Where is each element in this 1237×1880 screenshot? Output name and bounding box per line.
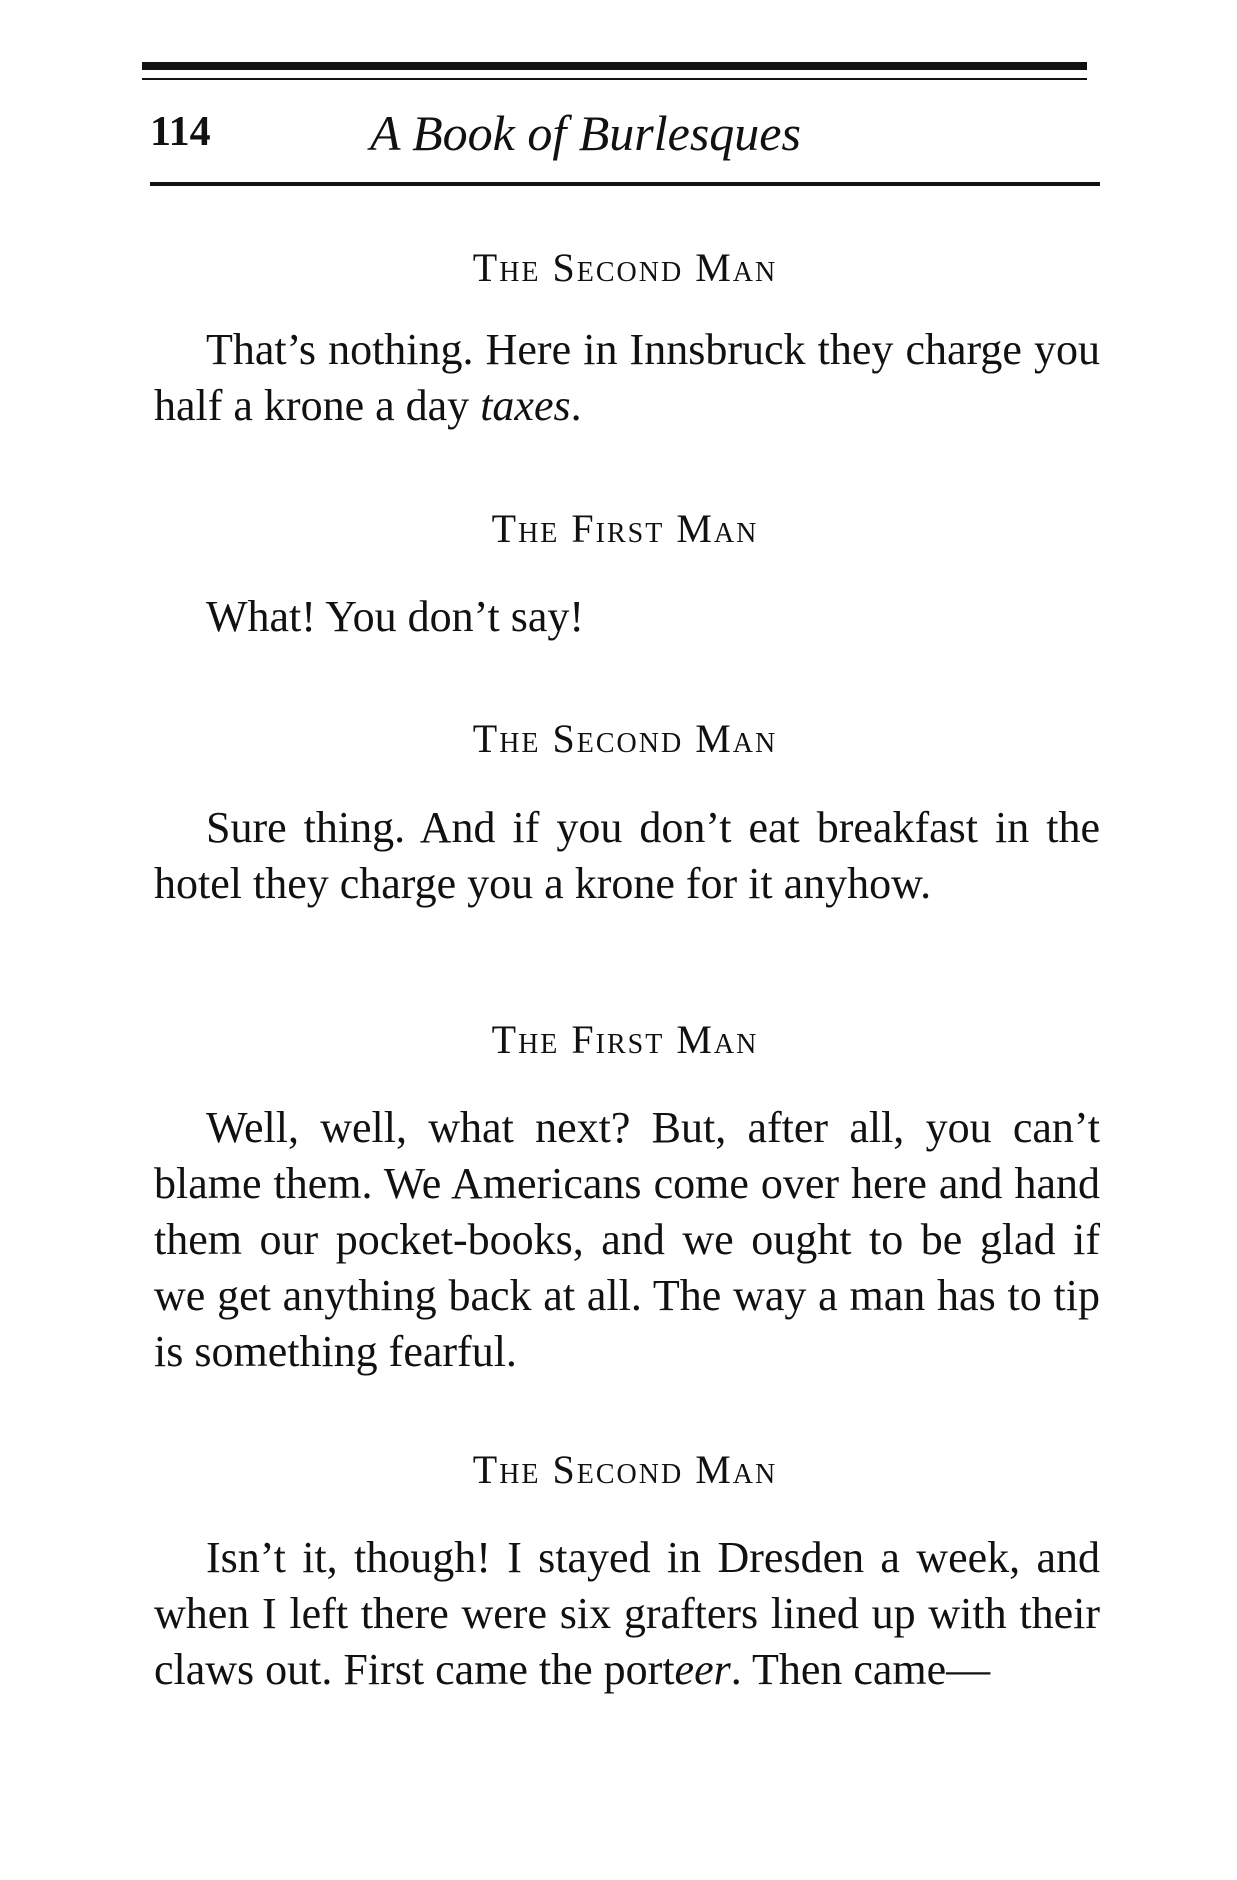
speech-paragraph — [154, 322, 1100, 434]
speaker-heading: The Second Man — [472, 716, 778, 761]
speaker-heading: The Second Man — [472, 1447, 778, 1492]
speech-paragraph — [154, 1100, 1100, 1380]
speech-text: Well, well, what next? But, after all, you can’t blame them. We Americans come over here and hand them our pocket-books, and we ought to be glad if we get anything back at all. The way a man has to tip is something fearful. — [154, 1103, 1100, 1376]
speech-italic-text: eer — [674, 1645, 731, 1694]
speech-paragraph — [154, 589, 1100, 645]
speaker-heading: The First Man — [491, 1017, 759, 1062]
speech-text: That’s nothing. Here in Innsbruck they charge you half a krone a day — [154, 325, 1100, 430]
speech-paragraph — [154, 800, 1100, 912]
speech-paragraph — [154, 1530, 1100, 1698]
speaker-heading: The Second Man — [472, 245, 778, 290]
speech-text: Sure thing. And if you don’t eat breakfast in the hotel they charge you a krone for it anyhow. — [154, 803, 1100, 908]
page-number: 114 — [150, 109, 211, 155]
speech-text: What! You don’t say! — [206, 592, 585, 641]
speech-text-end: . — [570, 381, 582, 430]
speaker-heading: The First Man — [491, 506, 759, 551]
speech-text-end: . Then came— — [730, 1645, 991, 1694]
speech-italic-text: taxes — [480, 381, 571, 430]
speech-text: Isn’t it, though! I stayed in Dresden a week, and when I left there were six grafters lined up with their claws out. First came the port — [154, 1533, 1100, 1694]
top-rule-thick — [142, 62, 1087, 70]
running-title: A Book of Burlesques — [370, 105, 801, 161]
top-rule-thin — [142, 78, 1087, 80]
header-rule — [150, 182, 1100, 186]
